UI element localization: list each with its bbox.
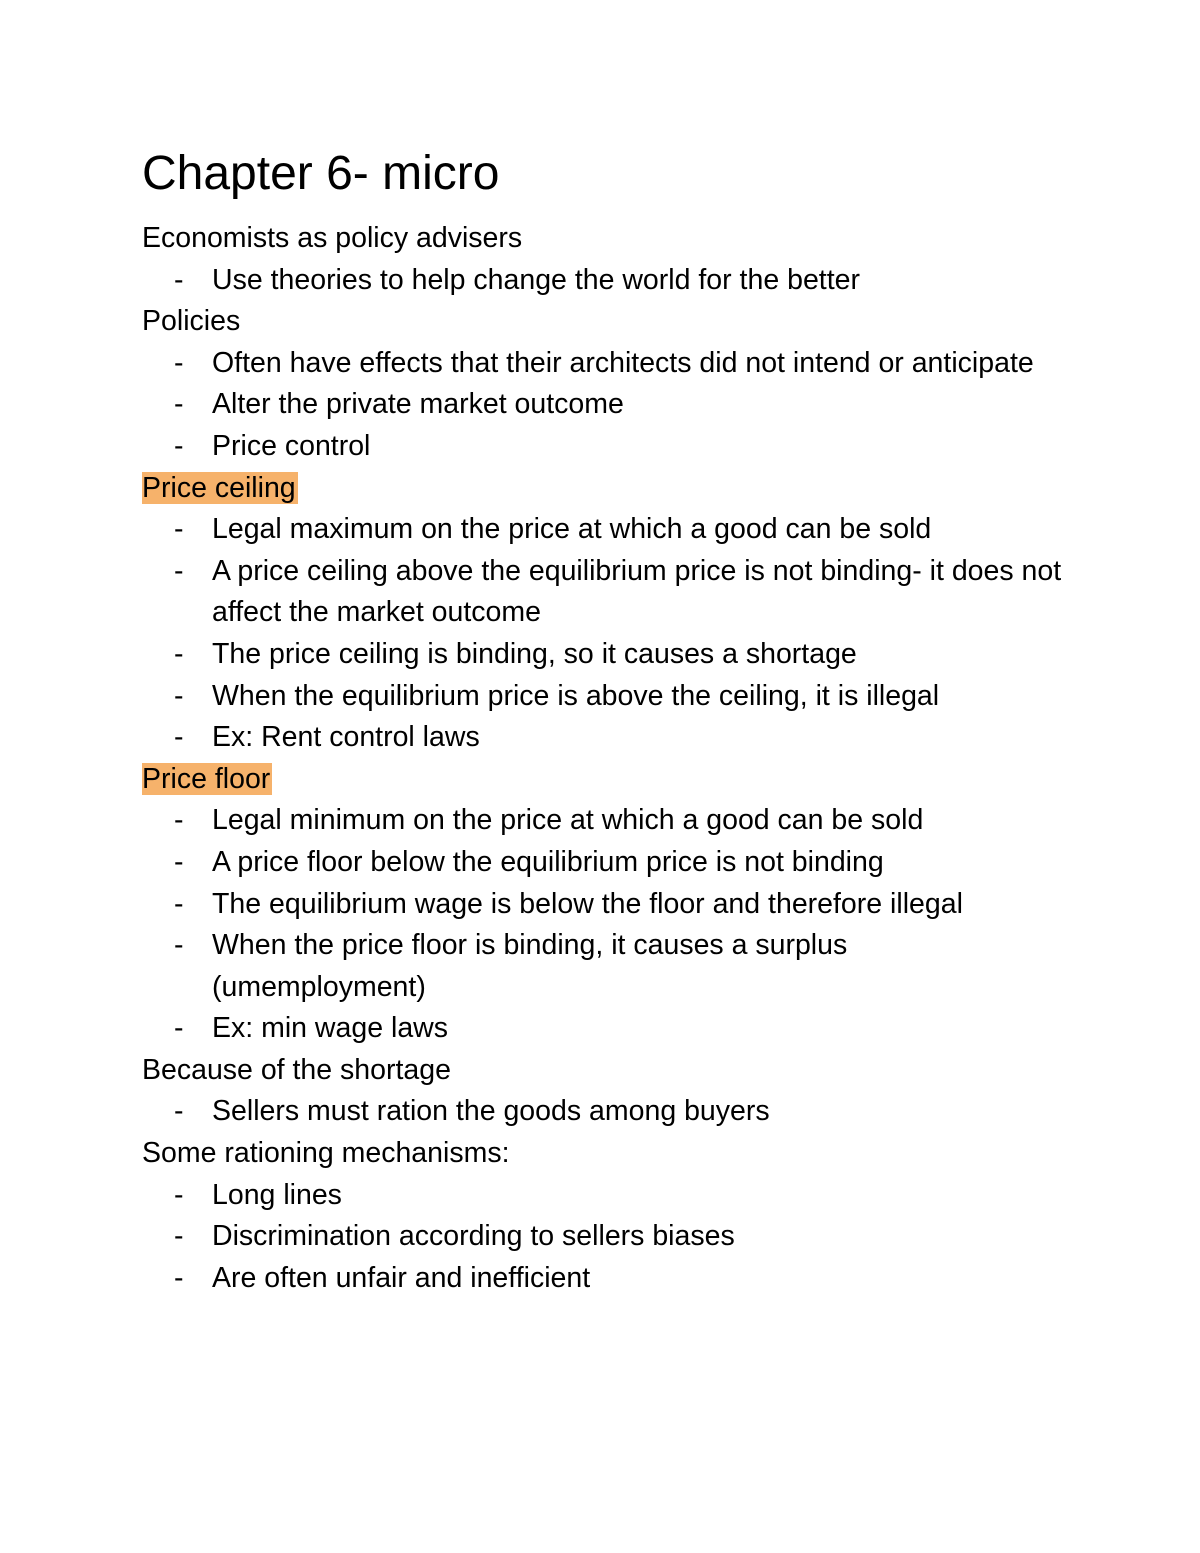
list-item-text: The price ceiling is binding, so it causes a shortage <box>212 637 857 670</box>
bullet-list <box>142 800 1062 1050</box>
list-item <box>142 634 1062 676</box>
section <box>142 468 1062 759</box>
list-item-text: A price floor below the equilibrium price is not binding <box>212 845 884 878</box>
bullet-dash: - <box>174 1178 184 1211</box>
bullet-dash: - <box>174 1261 184 1294</box>
bullet-dash: - <box>174 1220 184 1253</box>
bullet-dash: - <box>174 513 184 546</box>
bullet-dash: - <box>174 887 184 920</box>
list-item-text: Sellers must ration the goods among buyers <box>212 1095 770 1128</box>
bullet-list <box>142 509 1062 759</box>
bullet-dash: - <box>174 804 184 837</box>
list-item-text: Long lines <box>212 1178 342 1211</box>
section-heading <box>142 468 1062 510</box>
bullet-dash: - <box>174 637 184 670</box>
list-item <box>142 343 1062 385</box>
list-item <box>142 260 1062 302</box>
bullet-dash: - <box>174 845 184 878</box>
highlighted-heading-text: Price floor <box>142 762 271 795</box>
list-item-text: Discrimination according to sellers biases <box>212 1220 735 1253</box>
list-item <box>142 1008 1062 1050</box>
section <box>142 759 1062 1050</box>
heading-text: Economists as policy advisers <box>142 222 523 254</box>
document-page <box>142 142 1062 1299</box>
list-item-text: The equilibrium wage is below the floor and therefore illegal <box>212 887 963 920</box>
list-item <box>142 551 1062 634</box>
list-item-text: Ex: Rent control laws <box>212 721 480 754</box>
list-item <box>142 1091 1062 1133</box>
section <box>142 1050 1062 1133</box>
list-item-text: Legal minimum on the price at which a good can be sold <box>212 804 924 837</box>
list-item <box>142 1175 1062 1217</box>
bullet-list <box>142 260 1062 302</box>
section-heading <box>142 1133 1062 1175</box>
bullet-list <box>142 343 1062 468</box>
bullet-dash: - <box>174 554 184 587</box>
bullet-list <box>142 1091 1062 1133</box>
list-item <box>142 1258 1062 1300</box>
list-item-text: When the equilibrium price is above the ceiling, it is illegal <box>212 679 940 712</box>
list-item-text: Legal maximum on the price at which a good can be sold <box>212 513 932 546</box>
section-heading <box>142 301 1062 343</box>
bullet-dash: - <box>174 679 184 712</box>
heading-text: Some rationing mechanisms: <box>142 1137 510 1170</box>
list-item <box>142 676 1062 718</box>
bullet-dash: - <box>174 429 184 462</box>
bullet-list <box>142 1175 1062 1300</box>
section <box>142 218 1062 301</box>
list-item <box>142 800 1062 842</box>
page-title: Chapter 6- micro <box>142 147 500 200</box>
section-heading <box>142 218 1062 260</box>
list-item-text: When the price floor is binding, it causes a surplus (umemployment) <box>212 929 848 1003</box>
heading-text: Policies <box>142 305 241 338</box>
list-item-text: Ex: min wage laws <box>212 1012 449 1045</box>
section <box>142 1133 1062 1299</box>
heading-text: Because of the shortage <box>142 1053 451 1086</box>
section-heading <box>142 1050 1062 1092</box>
list-item-text: Use theories to help change the world for the better <box>212 263 860 296</box>
section <box>142 301 1062 467</box>
list-item <box>142 842 1062 884</box>
bullet-dash: - <box>174 263 184 296</box>
bullet-dash: - <box>174 721 184 754</box>
list-item <box>142 384 1062 426</box>
list-item <box>142 1216 1062 1258</box>
list-item <box>142 884 1062 926</box>
bullet-dash: - <box>174 388 184 421</box>
list-item <box>142 426 1062 468</box>
section-heading <box>142 759 1062 801</box>
bullet-dash: - <box>174 1095 184 1128</box>
list-item <box>142 925 1062 1008</box>
list-item-text: Are often unfair and inefficient <box>212 1261 591 1294</box>
list-item <box>142 717 1062 759</box>
list-item-text: Alter the private market outcome <box>212 388 624 421</box>
bullet-dash: - <box>174 1012 184 1045</box>
highlighted-heading-text: Price ceiling <box>142 471 296 504</box>
document-body <box>142 218 1062 1299</box>
list-item-text: Often have effects that their architects did not intend or anticipate <box>212 346 1034 379</box>
list-item-text: Price control <box>212 429 371 462</box>
bullet-dash: - <box>174 346 184 379</box>
list-item <box>142 509 1062 551</box>
bullet-dash: - <box>174 929 184 962</box>
list-item-text: A price ceiling above the equilibrium price is not binding- it does not affect the market outcome <box>212 554 1062 629</box>
